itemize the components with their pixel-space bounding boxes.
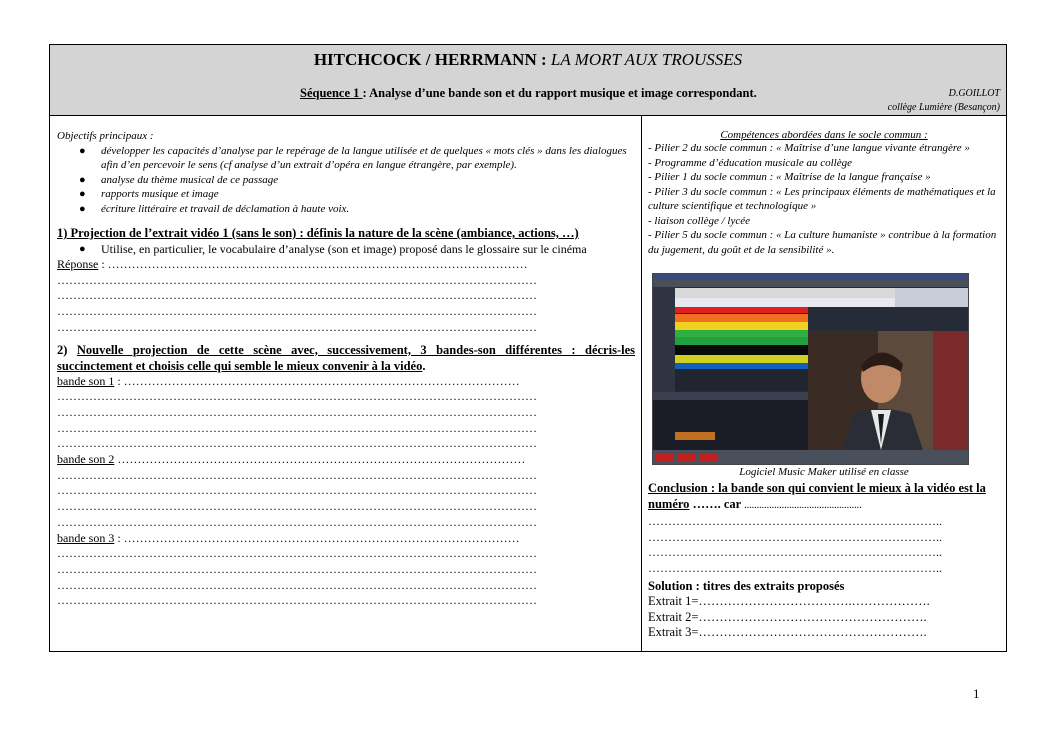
answer-line[interactable]: ………………………………………………………………………………………………………… bbox=[57, 288, 537, 303]
school-name: collège Lumière (Besançon) bbox=[887, 102, 1000, 113]
left-column bbox=[50, 115, 642, 652]
competence-item: - Programme d’éducation musicale au collège bbox=[648, 156, 852, 169]
software-screenshot-image bbox=[653, 274, 968, 464]
competence-item: - Pilier 1 du socle commun : « Maîtrise de la langue française » bbox=[648, 171, 931, 183]
conclusion: Conclusion : la bande son qui convient le mieux à la vidéo est la numéro ……. car ............................................... bbox=[648, 481, 986, 511]
answer-line[interactable]: ………………………………………………………………………………………………………… bbox=[57, 514, 537, 529]
answer-line[interactable]: ………………………………………………………………………………………………………… bbox=[57, 593, 537, 608]
answer-line[interactable]: ……………………………………………………………….. bbox=[648, 545, 942, 560]
answer-line[interactable]: ………………………………………………………………………………………………………… bbox=[57, 272, 537, 287]
answer-line[interactable]: ……………………………………………………………….. bbox=[648, 560, 942, 575]
question-2: 2) Nouvelle projection de cette scène avec, successivement, 3 bandes-son différentes : décris-les succinctement et choisis celle qui semble le mieux convenir à la vidéo. bbox=[57, 342, 635, 373]
competence-item: - Pilier 5 du socle commun : « La culture humaniste » contribue à la formation du jugement, du goût et de la sensibilité ». bbox=[648, 229, 997, 256]
extrait-line[interactable]: Extrait 2=………………………………………………. bbox=[648, 609, 927, 624]
list-item: ● rapports musique et image bbox=[79, 188, 219, 200]
objectives-list bbox=[57, 144, 635, 217]
answer-line[interactable]: ………………………………………………………………………………………………………… bbox=[57, 420, 537, 435]
page-number: 1 bbox=[973, 686, 980, 701]
answer-line[interactable]: ………………………………………………………………………………………………………… bbox=[57, 577, 537, 592]
answer-line[interactable]: ………………………………………………………………………………………………………… bbox=[57, 436, 537, 451]
extrait-line[interactable]: Extrait 3=………………………………………………. bbox=[648, 625, 927, 640]
author: D.GOILLOT bbox=[948, 88, 1000, 99]
answer-line[interactable]: ……………………………………………………………….. bbox=[648, 514, 942, 528]
question-1: 1) Projection de l’extrait vidéo 1 (sans le son) : définis la nature de la scène (ambiance, actions, …) bbox=[57, 226, 579, 240]
answer-line[interactable]: ………………………………………………………………………………………………………… bbox=[57, 404, 537, 419]
soundtrack-3-line[interactable]: bande son 3 : ……………………………………………………………………………………… bbox=[57, 530, 520, 545]
answer-line[interactable]: ………………………………………………………………………………………………………… bbox=[57, 467, 537, 482]
page-title: HITCHCOCK / HERRMANN : LA MORT AUX TROUSSES bbox=[313, 50, 743, 69]
soundtrack-1-line[interactable]: bande son 1 : ……………………………………………………………………………………… bbox=[57, 373, 520, 388]
answer-line[interactable]: ………………………………………………………………………………………………………… bbox=[57, 483, 537, 498]
extrait-line[interactable]: Extrait 1=……………………………….………………. bbox=[648, 594, 930, 609]
document-frame bbox=[49, 44, 1007, 652]
list-item: ● Utilise, en particulier, le vocabulaire d’analyse (son et image) proposé dans le glossaire sur le cinéma bbox=[79, 242, 587, 256]
competence-item: - Pilier 2 du socle commun : « Maîtrise d’une langue vivante étrangère » bbox=[648, 142, 970, 154]
answer-line[interactable]: ………………………………………………………………………………………………………… bbox=[57, 546, 537, 561]
objectives-title: Objectifs principaux : bbox=[57, 130, 154, 142]
competences-title: Compétences abordées dans le socle commun : bbox=[720, 129, 928, 141]
competence-item: - liaison collège / lycée bbox=[648, 214, 751, 227]
list-item: ● développer les capacités d’analyse par le repérage de la langue utilisée et de quelques « mots clés » dans les dialogues afin d’en percevoir le sens (cf analyse d’un extrait d’opéra en langue étrangère, par exemple). bbox=[79, 144, 627, 171]
question-1-hint bbox=[57, 241, 635, 257]
answer-line[interactable]: ………………………………………………………………………………………………………… bbox=[57, 319, 537, 334]
answer-line[interactable]: ………………………………………………………………………………………………………… bbox=[57, 389, 537, 404]
soundtrack-2-line[interactable]: bande son 2 ………………………………………………………………………………………… bbox=[57, 452, 526, 467]
list-item: ● analyse du thème musical de ce passage bbox=[79, 173, 279, 186]
answer-line[interactable]: ………………………………………………………………………………………………………… bbox=[57, 499, 537, 514]
solution-heading: Solution : titres des extraits proposés bbox=[648, 579, 845, 594]
list-item: ● écriture littéraire et travail de déclamation à haute voix. bbox=[79, 202, 350, 215]
answer-line[interactable]: ……………………………………………………………….. bbox=[648, 529, 942, 544]
sequence-heading: Séquence 1 : Analyse d’une bande son et du rapport musique et image correspondant. bbox=[300, 86, 757, 100]
answer-line[interactable]: ………………………………………………………………………………………………………… bbox=[57, 561, 537, 576]
screenshot-caption: Logiciel Music Maker utilisé en classe bbox=[739, 466, 909, 478]
answer-line[interactable]: Réponse : …………………………………………………………………………………………… bbox=[57, 257, 528, 271]
music-maker-screenshot bbox=[652, 273, 969, 465]
right-column bbox=[642, 115, 1006, 652]
competence-item: - Pilier 3 du socle commun : « Les principaux éléments de mathématiques et la culture scientifique et technologique » bbox=[648, 185, 996, 212]
header-band bbox=[50, 45, 1006, 116]
answer-line[interactable]: ………………………………………………………………………………………………………… bbox=[57, 304, 537, 319]
